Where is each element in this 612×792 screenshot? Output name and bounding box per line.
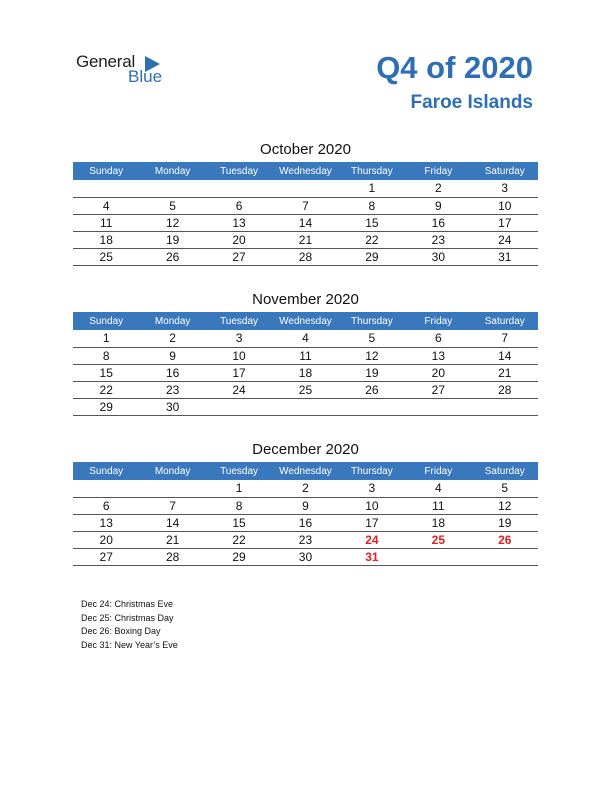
day-cell: 11 — [405, 497, 471, 514]
day-cell: 30 — [405, 248, 471, 265]
day-cell: 4 — [405, 480, 471, 497]
holiday-note: Dec 24: Christmas Eve — [81, 599, 174, 609]
week-row — [73, 180, 538, 197]
month-calendar — [73, 289, 538, 416]
week-row — [73, 497, 538, 514]
day-cell: 15 — [339, 214, 405, 231]
day-cell: 21 — [272, 231, 338, 248]
day-cell: 21 — [472, 364, 538, 381]
day-cell: 3 — [206, 330, 272, 347]
day-cell: 31 — [472, 248, 538, 265]
day-cell: 17 — [206, 364, 272, 381]
day-cell: 29 — [206, 548, 272, 565]
weekday-header: Friday — [405, 312, 471, 330]
day-cell: 7 — [139, 497, 205, 514]
day-cell: 13 — [206, 214, 272, 231]
day-cell: 14 — [272, 214, 338, 231]
day-cell: 16 — [272, 514, 338, 531]
day-cell: 11 — [272, 347, 338, 364]
weekday-header: Thursday — [339, 162, 405, 180]
day-cell: 17 — [339, 514, 405, 531]
week-row — [73, 364, 538, 381]
day-cell: 1 — [339, 180, 405, 197]
day-cell: 10 — [206, 347, 272, 364]
day-cell: 27 — [405, 381, 471, 398]
day-cell: 4 — [272, 330, 338, 347]
day-cell — [73, 180, 139, 197]
week-row — [73, 548, 538, 565]
day-cell: 18 — [405, 514, 471, 531]
day-cell: 22 — [73, 381, 139, 398]
day-cell — [405, 548, 471, 565]
day-cell: 3 — [339, 480, 405, 497]
day-cell — [472, 548, 538, 565]
day-cell: 20 — [73, 531, 139, 548]
day-cell: 15 — [206, 514, 272, 531]
day-cell: 2 — [405, 180, 471, 197]
month-calendar — [73, 139, 538, 266]
day-cell: 11 — [73, 214, 139, 231]
day-cell: 8 — [206, 497, 272, 514]
day-cell: 12 — [339, 347, 405, 364]
weekday-header: Sunday — [73, 162, 139, 180]
day-cell: 14 — [139, 514, 205, 531]
day-cell — [272, 180, 338, 197]
day-cell: 1 — [73, 330, 139, 347]
day-cell: 7 — [472, 330, 538, 347]
week-row — [73, 381, 538, 398]
weekday-header: Saturday — [472, 312, 538, 330]
weekday-header: Thursday — [339, 312, 405, 330]
page-title: Q4 of 2020 — [376, 50, 533, 85]
weekday-header: Monday — [139, 312, 205, 330]
day-cell: 22 — [339, 231, 405, 248]
holiday-note: Dec 31: New Year’s Eve — [81, 639, 178, 650]
day-cell: 2 — [272, 480, 338, 497]
day-cell: 13 — [73, 514, 139, 531]
week-row — [73, 347, 538, 364]
day-cell: 19 — [472, 514, 538, 531]
day-cell: 18 — [73, 231, 139, 248]
day-cell: 20 — [206, 231, 272, 248]
day-cell: 24 — [472, 231, 538, 248]
day-cell — [339, 398, 405, 415]
day-cell — [139, 180, 205, 197]
weekday-header: Monday — [139, 462, 205, 480]
day-cell: 30 — [272, 548, 338, 565]
week-row — [73, 330, 538, 347]
day-cell: 26 — [339, 381, 405, 398]
generalblue-logo — [76, 52, 186, 92]
holiday-day-cell: 26 — [472, 531, 538, 548]
day-cell: 9 — [405, 197, 471, 214]
weekday-header: Tuesday — [206, 312, 272, 330]
page-subtitle: Faroe Islands — [410, 92, 533, 113]
day-cell: 19 — [339, 364, 405, 381]
day-cell: 7 — [272, 197, 338, 214]
day-cell: 12 — [472, 497, 538, 514]
month-grid — [73, 162, 538, 266]
day-cell: 21 — [139, 531, 205, 548]
logo-text-general: General — [76, 52, 136, 71]
day-cell — [139, 480, 205, 497]
day-cell — [206, 398, 272, 415]
day-cell: 23 — [139, 381, 205, 398]
day-cell: 4 — [73, 197, 139, 214]
holiday-day-cell: 31 — [339, 548, 405, 565]
week-row — [73, 531, 538, 548]
day-cell: 23 — [405, 231, 471, 248]
day-cell — [472, 398, 538, 415]
day-cell: 2 — [139, 330, 205, 347]
day-cell: 19 — [139, 231, 205, 248]
month-title: December 2020 — [252, 441, 359, 458]
week-row — [73, 398, 538, 415]
week-row — [73, 197, 538, 214]
week-row — [73, 231, 538, 248]
weekday-header: Wednesday — [272, 312, 338, 330]
weekday-header: Sunday — [73, 462, 139, 480]
weekday-header: Thursday — [339, 462, 405, 480]
day-cell: 26 — [139, 248, 205, 265]
day-cell: 8 — [73, 347, 139, 364]
day-cell: 13 — [405, 347, 471, 364]
day-cell: 6 — [405, 330, 471, 347]
day-cell: 27 — [206, 248, 272, 265]
day-cell: 18 — [272, 364, 338, 381]
day-cell: 9 — [139, 347, 205, 364]
day-cell: 22 — [206, 531, 272, 548]
day-cell: 16 — [405, 214, 471, 231]
week-row — [73, 248, 538, 265]
weekday-header: Wednesday — [272, 462, 338, 480]
day-cell — [73, 480, 139, 497]
day-cell: 27 — [73, 548, 139, 565]
month-grid — [73, 462, 538, 566]
day-cell: 8 — [339, 197, 405, 214]
day-cell: 17 — [472, 214, 538, 231]
holiday-note: Dec 26: Boxing Day — [81, 626, 161, 637]
holiday-note: Dec 25: Christmas Day — [81, 612, 174, 623]
day-cell: 5 — [472, 480, 538, 497]
day-cell: 10 — [472, 197, 538, 214]
day-cell: 25 — [272, 381, 338, 398]
day-cell: 5 — [139, 197, 205, 214]
day-cell: 23 — [272, 531, 338, 548]
day-cell — [405, 398, 471, 415]
weekday-header: Wednesday — [272, 162, 338, 180]
day-cell: 28 — [472, 381, 538, 398]
holiday-day-cell: 24 — [339, 531, 405, 548]
day-cell: 29 — [73, 398, 139, 415]
weekday-header: Tuesday — [206, 162, 272, 180]
day-cell: 5 — [339, 330, 405, 347]
day-cell: 10 — [339, 497, 405, 514]
day-cell: 1 — [206, 480, 272, 497]
day-cell: 24 — [206, 381, 272, 398]
holiday-notes — [81, 598, 178, 652]
logo-text-blue: Blue — [128, 67, 163, 86]
day-cell: 3 — [472, 180, 538, 197]
week-row — [73, 214, 538, 231]
month-calendar — [73, 439, 538, 566]
weekday-header: Sunday — [73, 312, 139, 330]
day-cell — [206, 180, 272, 197]
day-cell: 14 — [472, 347, 538, 364]
weekday-header-row — [73, 312, 538, 330]
weekday-header: Tuesday — [206, 462, 272, 480]
day-cell: 30 — [139, 398, 205, 415]
day-cell: 6 — [73, 497, 139, 514]
day-cell: 20 — [405, 364, 471, 381]
day-cell: 28 — [139, 548, 205, 565]
week-row — [73, 480, 538, 497]
day-cell: 6 — [206, 197, 272, 214]
weekday-header: Friday — [405, 162, 471, 180]
day-cell: 15 — [73, 364, 139, 381]
weekday-header: Monday — [139, 162, 205, 180]
day-cell: 16 — [139, 364, 205, 381]
weekday-header: Friday — [405, 462, 471, 480]
month-title: October 2020 — [260, 141, 351, 158]
weekday-header-row — [73, 162, 538, 180]
day-cell — [272, 398, 338, 415]
day-cell: 28 — [272, 248, 338, 265]
week-row — [73, 514, 538, 531]
day-cell: 9 — [272, 497, 338, 514]
weekday-header-row — [73, 462, 538, 480]
month-grid — [73, 312, 538, 416]
day-cell: 25 — [73, 248, 139, 265]
holiday-day-cell: 25 — [405, 531, 471, 548]
weekday-header: Saturday — [472, 462, 538, 480]
day-cell: 29 — [339, 248, 405, 265]
day-cell: 12 — [139, 214, 205, 231]
weekday-header: Saturday — [472, 162, 538, 180]
month-title: November 2020 — [252, 291, 359, 308]
